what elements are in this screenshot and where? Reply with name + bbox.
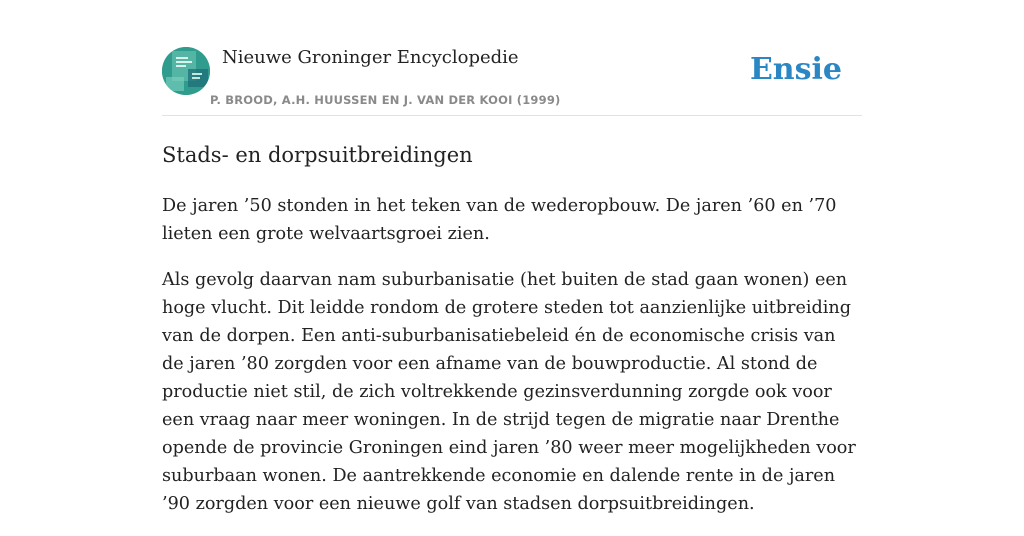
entry-paragraph-1: De jaren ’50 stonden in het teken van de wederopbouw. De jaren ’60 en ’70 lieten een grote welvaartsgroei zien. — [162, 196, 837, 244]
ensie-logo-link[interactable]: Ensie — [749, 52, 842, 87]
book-title[interactable]: Nieuwe Groninger Encyclopedie — [222, 47, 519, 68]
book-cover-image — [162, 47, 210, 95]
entry-title: Stads- en dorpsuitbreidingen — [162, 143, 473, 167]
book-authors: P. BROOD, A.H. HUUSSEN EN J. VAN DER KOOI (1999) — [210, 93, 561, 107]
entry-body — [162, 192, 862, 536]
book-cover-thumbnail[interactable] — [162, 47, 210, 95]
source-header — [162, 46, 862, 116]
entry-paragraph-2: Als gevolg daarvan nam suburbanisatie (het buiten de stad gaan wonen) een hoge vlucht. Dit leidde rondom de grotere steden tot aanzienlijke uitbreiding van de dorpen. Een anti-suburbanisatiebeleid én de economische crisis van de jaren ’80 zorgden voor een afname van de bouwproductie. Al stond de productie niet stil, de zich voltrekkende gezinsverdunning zorgde ook voor een vraag naar meer woningen. In de strijd tegen de migratie naar Drenthe opende de provincie Groningen eind jaren ’80 weer meer mogelijkheden voor suburbaan wonen. De aantrekkende economie en dalende rente in de jaren ’90 zorgden voor een nieuwe golf van stadsen dorpsuitbreidingen. — [162, 270, 856, 514]
